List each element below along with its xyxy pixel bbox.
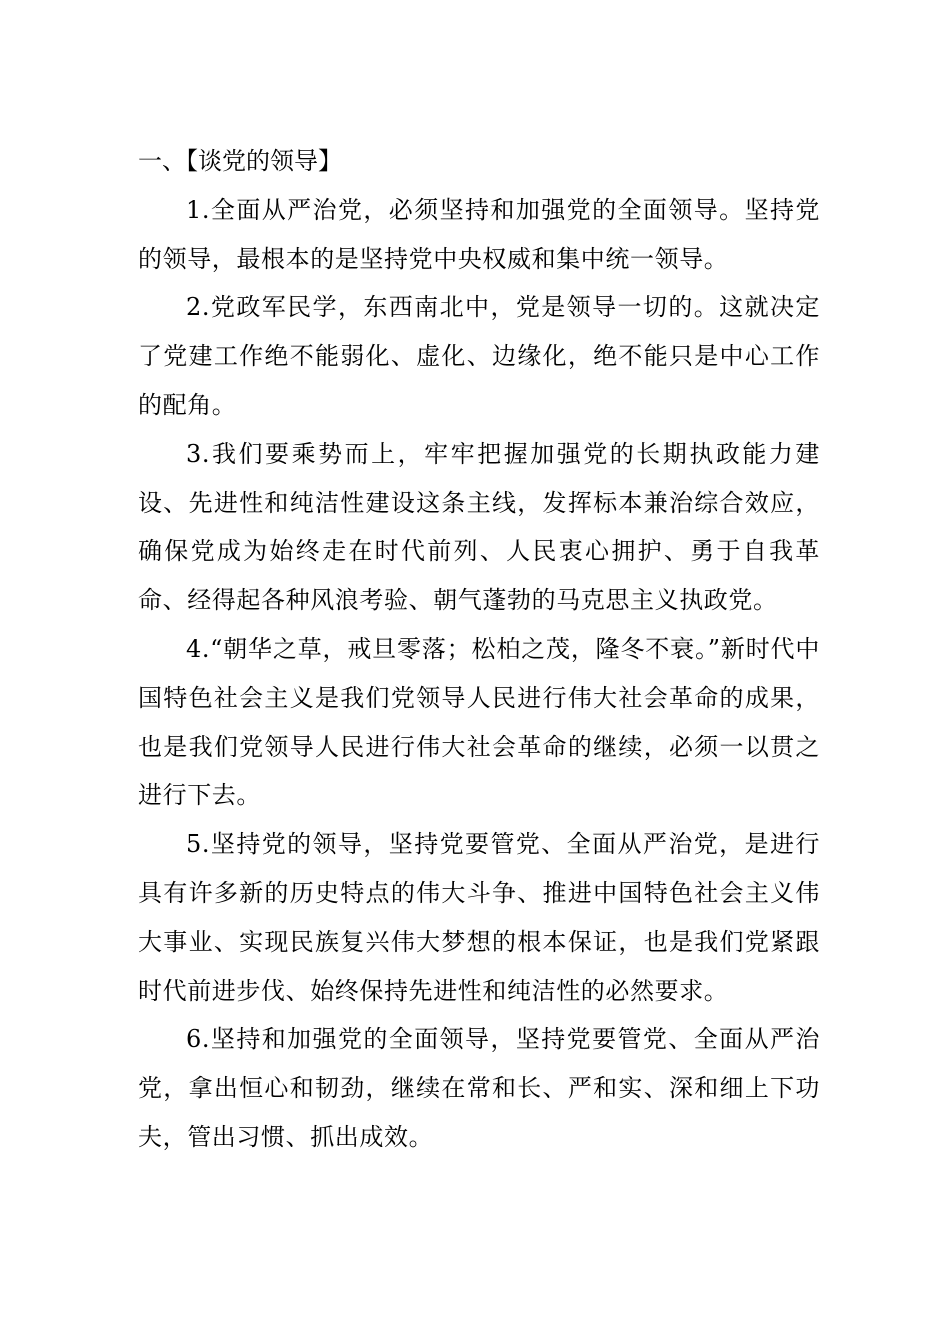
paragraph-1: 1.全面从严治党，必须坚持和加强党的全面领导。坚持党的领导，最根本的是坚持党中央权威和集中统一领导。 [138,195,820,273]
paragraph-2: 2.党政军民学，东西南北中，党是领导一切的。这就决定了党建工作绝不能弱化、虚化、边缘化，绝不能只是中心工作的配角。 [138,293,820,419]
paragraph-4: 4.“朝华之草，戒旦零落；松柏之茂，隆冬不衰。”新时代中国特色社会主义是我们党领导人民进行伟大社会革命的成果，也是我们党领导人民进行伟大社会革命的继续，必须一以贯之进行下去。 [138,634,820,810]
paragraph-3: 3.我们要乘势而上，牢牢把握加强党的长期执政能力建设、先进性和纯洁性建设这条主线，发挥标本兼治综合效应，确保党成为始终走在时代前列、人民衷心拥护、勇于自我革命、经得起各种风浪考验、朝气蓬勃的马克思主义执政党。 [138,439,820,615]
document-body [138,137,820,1162]
paragraph-6: 6.坚持和加强党的全面领导，坚持党要管党、全面从严治党，拿出恒心和韧劲，继续在常和长、严和实、深和细上下功夫，管出习惯、抓出成效。 [138,1025,820,1151]
section-heading: 一、【谈党的领导】 [138,147,342,175]
paragraph-5: 5.坚持党的领导，坚持党要管党、全面从严治党，是进行具有许多新的历史特点的伟大斗争、推进中国特色社会主义伟大事业、实现民族复兴伟大梦想的根本保证，也是我们党紧跟时代前进步伐、始终保持先进性和纯洁性的必然要求。 [138,830,820,1005]
